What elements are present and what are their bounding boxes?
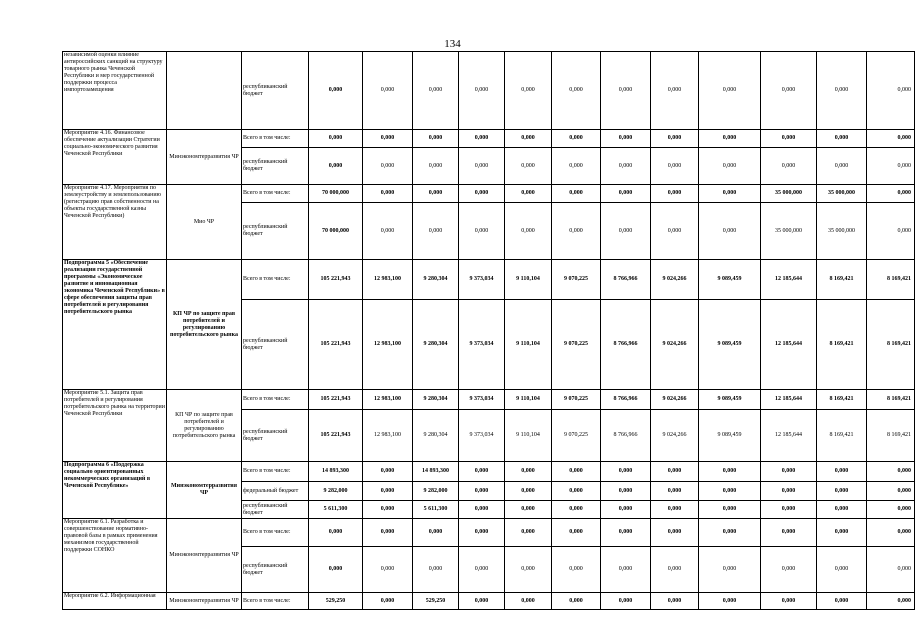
cell-value: 0,000 — [413, 52, 459, 130]
table-row — [63, 390, 915, 410]
cell-value: 0,000 — [651, 593, 699, 610]
cell-value: 0,000 — [363, 148, 413, 185]
cell-value: 0,000 — [761, 462, 817, 482]
cell-value: 35 000,000 — [761, 185, 817, 203]
budget-table — [62, 51, 915, 610]
cell-value: 0,000 — [817, 130, 867, 148]
cell-funding-source: Всего в том числе: — [242, 519, 309, 547]
cell-value: 105 221,943 — [309, 390, 363, 410]
cell-value: 12 185,644 — [761, 390, 817, 410]
cell-value: 9 110,104 — [505, 410, 552, 462]
table-row — [63, 462, 915, 482]
cell-value: 0,000 — [363, 519, 413, 547]
cell-value: 0,000 — [505, 130, 552, 148]
cell-value: 0,000 — [552, 148, 601, 185]
cell-activity-name: независимой оценки влияние антироссийских санкций на структуру товарного рынка Чеченской Республики и мер государственной поддержки процесса импортозамещения — [63, 52, 167, 130]
cell-value: 0,000 — [699, 130, 761, 148]
cell-executor — [167, 52, 242, 130]
cell-funding-source: республиканский бюджет — [242, 203, 309, 260]
cell-funding-source: республиканский бюджет — [242, 300, 309, 390]
cell-value: 0,000 — [309, 130, 363, 148]
cell-value: 0,000 — [817, 519, 867, 547]
cell-value: 0,000 — [459, 130, 505, 148]
cell-value: 0,000 — [505, 593, 552, 610]
cell-value: 0,000 — [651, 482, 699, 501]
cell-value: 0,000 — [459, 519, 505, 547]
cell-value: 0,000 — [459, 462, 505, 482]
table-row — [63, 519, 915, 547]
cell-value: 0,000 — [867, 185, 915, 203]
cell-value: 8 169,421 — [817, 390, 867, 410]
cell-value: 0,000 — [761, 547, 817, 593]
cell-value: 0,000 — [817, 482, 867, 501]
cell-value: 0,000 — [699, 482, 761, 501]
cell-value: 0,000 — [601, 482, 651, 501]
cell-value: 8 766,966 — [601, 390, 651, 410]
cell-value: 12 983,100 — [363, 410, 413, 462]
cell-value: 0,000 — [552, 52, 601, 130]
cell-value: 0,000 — [601, 593, 651, 610]
cell-activity-name: Мероприятие 6.2. Информационная — [63, 593, 167, 610]
cell-value: 70 000,000 — [309, 203, 363, 260]
cell-value: 0,000 — [505, 203, 552, 260]
cell-value: 105 221,943 — [309, 300, 363, 390]
cell-value: 0,000 — [867, 52, 915, 130]
cell-funding-source: Всего в том числе: — [242, 462, 309, 482]
cell-value: 70 000,000 — [309, 185, 363, 203]
cell-value: 35 000,000 — [817, 203, 867, 260]
cell-value: 14 893,300 — [309, 462, 363, 482]
cell-value: 9 282,000 — [413, 482, 459, 501]
cell-value: 8 766,966 — [601, 300, 651, 390]
cell-value: 0,000 — [699, 593, 761, 610]
cell-value: 0,000 — [761, 593, 817, 610]
cell-value: 35 000,000 — [761, 203, 817, 260]
cell-value: 9 373,034 — [459, 300, 505, 390]
cell-value: 0,000 — [505, 482, 552, 501]
cell-executor: КП ЧР по защите прав потребителей и регулированию потребительского рынка — [167, 390, 242, 462]
cell-value: 9 024,266 — [651, 260, 699, 300]
cell-value: 9 070,225 — [552, 410, 601, 462]
cell-value: 0,000 — [413, 547, 459, 593]
cell-value: 0,000 — [552, 482, 601, 501]
table-row — [63, 52, 915, 130]
cell-value: 9 282,000 — [309, 482, 363, 501]
cell-activity-name: Подпрограмма 6 «Поддержка социально ориентированных некоммерческих организаций в Чеченской Республике» — [63, 462, 167, 519]
cell-value: 12 185,644 — [761, 260, 817, 300]
cell-value: 0,000 — [651, 148, 699, 185]
cell-value: 0,000 — [363, 547, 413, 593]
cell-value: 0,000 — [363, 593, 413, 610]
cell-value: 0,000 — [867, 547, 915, 593]
cell-value: 0,000 — [413, 148, 459, 185]
cell-value: 0,000 — [867, 148, 915, 185]
cell-value: 0,000 — [601, 130, 651, 148]
cell-value: 0,000 — [651, 501, 699, 519]
cell-value: 8 169,421 — [867, 390, 915, 410]
cell-value: 0,000 — [459, 52, 505, 130]
cell-value: 12 983,100 — [363, 300, 413, 390]
cell-funding-source: республиканский бюджет — [242, 410, 309, 462]
cell-value: 9 110,104 — [505, 300, 552, 390]
cell-value: 14 893,300 — [413, 462, 459, 482]
cell-activity-name: Подпрограмма 5 «Обеспечение реализации государственной программы «Экономическое развитие и инновационная экономика Чеченской Республики» в сфере обеспечения защиты прав потребителей и регулирования потребительского рынка — [63, 260, 167, 390]
cell-value: 0,000 — [699, 501, 761, 519]
cell-value: 0,000 — [761, 482, 817, 501]
cell-value: 0,000 — [761, 52, 817, 130]
cell-value: 105 221,943 — [309, 260, 363, 300]
cell-activity-name: Мероприятие 4.16. Финансовое обеспечение актуализации Стратегии социально-экономического развития Чеченской Республики — [63, 130, 167, 185]
cell-value: 9 373,034 — [459, 410, 505, 462]
cell-value: 9 024,266 — [651, 390, 699, 410]
cell-funding-source: федеральный бюджет — [242, 482, 309, 501]
cell-value: 9 070,225 — [552, 390, 601, 410]
cell-value: 9 280,304 — [413, 300, 459, 390]
cell-value: 0,000 — [505, 148, 552, 185]
cell-value: 0,000 — [505, 52, 552, 130]
cell-value: 8 169,421 — [867, 410, 915, 462]
cell-value: 9 373,034 — [459, 390, 505, 410]
cell-value: 9 089,459 — [699, 260, 761, 300]
cell-funding-source: республиканский бюджет — [242, 148, 309, 185]
cell-value: 0,000 — [651, 462, 699, 482]
cell-value: 0,000 — [363, 482, 413, 501]
cell-value: 12 185,644 — [761, 300, 817, 390]
cell-funding-source: Всего в том числе: — [242, 260, 309, 300]
cell-value: 0,000 — [867, 501, 915, 519]
cell-value: 0,000 — [363, 462, 413, 482]
cell-funding-source: Всего в том числе: — [242, 593, 309, 610]
cell-value: 0,000 — [867, 130, 915, 148]
cell-value: 5 611,300 — [413, 501, 459, 519]
cell-value: 0,000 — [459, 185, 505, 203]
cell-value: 0,000 — [699, 148, 761, 185]
page-number: 134 — [444, 38, 461, 50]
cell-value: 0,000 — [699, 203, 761, 260]
cell-value: 0,000 — [459, 148, 505, 185]
cell-activity-name: Мероприятие 6.1. Разработка и совершенствование нормативно-правовой базы в рамках применения механизмов государственной поддержки СОНКО — [63, 519, 167, 593]
cell-value: 0,000 — [363, 501, 413, 519]
cell-value: 0,000 — [459, 482, 505, 501]
cell-value: 35 000,000 — [817, 185, 867, 203]
cell-funding-source: республиканский бюджет — [242, 501, 309, 519]
cell-executor: Минэкономтерразвития ЧР — [167, 593, 242, 610]
cell-value: 529,250 — [413, 593, 459, 610]
cell-funding-source: республиканский бюджет — [242, 547, 309, 593]
cell-value: 0,000 — [601, 52, 651, 130]
table-row — [63, 593, 915, 610]
cell-value: 0,000 — [601, 203, 651, 260]
cell-value: 0,000 — [699, 519, 761, 547]
cell-value: 0,000 — [817, 501, 867, 519]
cell-value: 0,000 — [413, 130, 459, 148]
cell-value: 0,000 — [413, 519, 459, 547]
cell-executor: Минэкономтерразвития ЧР — [167, 130, 242, 185]
cell-value: 0,000 — [699, 547, 761, 593]
cell-value: 105 221,943 — [309, 410, 363, 462]
cell-value: 9 280,304 — [413, 390, 459, 410]
cell-value: 0,000 — [817, 462, 867, 482]
cell-value: 0,000 — [552, 501, 601, 519]
cell-value: 8 169,421 — [867, 300, 915, 390]
cell-value: 8 766,966 — [601, 260, 651, 300]
cell-value: 0,000 — [761, 519, 817, 547]
cell-executor: Минэкономтерразвития ЧР — [167, 519, 242, 593]
cell-value: 9 089,459 — [699, 410, 761, 462]
cell-value: 8 766,966 — [601, 410, 651, 462]
cell-value: 8 169,421 — [817, 300, 867, 390]
cell-value: 0,000 — [867, 482, 915, 501]
cell-value: 0,000 — [817, 148, 867, 185]
cell-value: 12 983,100 — [363, 390, 413, 410]
cell-value: 0,000 — [309, 547, 363, 593]
cell-value: 0,000 — [459, 547, 505, 593]
cell-value: 0,000 — [552, 547, 601, 593]
cell-value: 0,000 — [552, 519, 601, 547]
cell-executor: Мио ЧР — [167, 185, 242, 260]
cell-value: 0,000 — [363, 185, 413, 203]
cell-value: 0,000 — [699, 462, 761, 482]
cell-value: 0,000 — [552, 593, 601, 610]
cell-value: 0,000 — [651, 185, 699, 203]
cell-value: 0,000 — [459, 203, 505, 260]
cell-value: 0,000 — [761, 501, 817, 519]
cell-value: 0,000 — [867, 593, 915, 610]
cell-value: 0,000 — [601, 519, 651, 547]
cell-value: 5 611,300 — [309, 501, 363, 519]
cell-value: 0,000 — [761, 148, 817, 185]
cell-value: 529,250 — [309, 593, 363, 610]
cell-value: 0,000 — [601, 462, 651, 482]
cell-value: 0,000 — [363, 130, 413, 148]
cell-value: 0,000 — [761, 130, 817, 148]
cell-funding-source: республиканский бюджет — [242, 52, 309, 130]
cell-value: 0,000 — [363, 203, 413, 260]
cell-funding-source: Всего в том числе: — [242, 390, 309, 410]
table-row — [63, 185, 915, 203]
cell-value: 9 024,266 — [651, 410, 699, 462]
cell-value: 0,000 — [459, 593, 505, 610]
cell-value: 9 070,225 — [552, 260, 601, 300]
cell-value: 0,000 — [413, 203, 459, 260]
cell-value: 0,000 — [505, 462, 552, 482]
cell-value: 0,000 — [651, 547, 699, 593]
cell-value: 9 373,034 — [459, 260, 505, 300]
cell-value: 0,000 — [817, 547, 867, 593]
cell-executor: Минэкономтерразвития ЧР — [167, 462, 242, 519]
cell-value: 0,000 — [699, 52, 761, 130]
cell-value: 0,000 — [363, 52, 413, 130]
cell-value: 0,000 — [601, 148, 651, 185]
table-row — [63, 260, 915, 300]
cell-activity-name: Мероприятие 5.1. Защита прав потребителей и регулирования потребительского рынка на территории Чеченской Республики — [63, 390, 167, 462]
cell-value: 12 983,100 — [363, 260, 413, 300]
cell-value: 0,000 — [505, 547, 552, 593]
cell-value: 0,000 — [552, 203, 601, 260]
cell-value: 0,000 — [651, 203, 699, 260]
cell-value: 9 089,459 — [699, 390, 761, 410]
cell-value: 9 280,304 — [413, 410, 459, 462]
cell-value: 8 169,421 — [817, 410, 867, 462]
cell-value: 9 024,266 — [651, 300, 699, 390]
cell-value: 0,000 — [867, 519, 915, 547]
cell-value: 0,000 — [601, 547, 651, 593]
table-row — [63, 130, 915, 148]
cell-value: 9 070,225 — [552, 300, 601, 390]
cell-funding-source: Всего в том числе: — [242, 130, 309, 148]
cell-value: 0,000 — [601, 501, 651, 519]
cell-value: 0,000 — [505, 501, 552, 519]
cell-value: 0,000 — [552, 185, 601, 203]
cell-value: 0,000 — [651, 519, 699, 547]
cell-value: 0,000 — [601, 185, 651, 203]
cell-activity-name: Мероприятие 4.17. Мероприятия по землеустройству и землепользованию (регистрацию прав собственности на объекты государственной казны Чеченской Республики) — [63, 185, 167, 260]
cell-value: 8 169,421 — [867, 260, 915, 300]
cell-value: 0,000 — [552, 462, 601, 482]
cell-value: 9 089,459 — [699, 300, 761, 390]
cell-value: 0,000 — [459, 501, 505, 519]
cell-value: 0,000 — [505, 185, 552, 203]
cell-value: 9 280,304 — [413, 260, 459, 300]
cell-value: 0,000 — [309, 52, 363, 130]
cell-value: 0,000 — [309, 148, 363, 185]
cell-value: 0,000 — [867, 462, 915, 482]
cell-value: 0,000 — [699, 185, 761, 203]
cell-value: 0,000 — [505, 519, 552, 547]
cell-value: 9 110,104 — [505, 390, 552, 410]
cell-executor: КП ЧР по защите прав потребителей и регулированию потребительского рынка — [167, 260, 242, 390]
cell-value: 0,000 — [413, 185, 459, 203]
cell-value: 0,000 — [651, 52, 699, 130]
cell-value: 0,000 — [867, 203, 915, 260]
cell-funding-source: Всего в том числе: — [242, 185, 309, 203]
cell-value: 0,000 — [817, 52, 867, 130]
cell-value: 8 169,421 — [817, 260, 867, 300]
cell-value: 12 185,644 — [761, 410, 817, 462]
cell-value: 0,000 — [817, 593, 867, 610]
cell-value: 0,000 — [651, 130, 699, 148]
cell-value: 0,000 — [309, 519, 363, 547]
cell-value: 0,000 — [552, 130, 601, 148]
cell-value: 9 110,104 — [505, 260, 552, 300]
